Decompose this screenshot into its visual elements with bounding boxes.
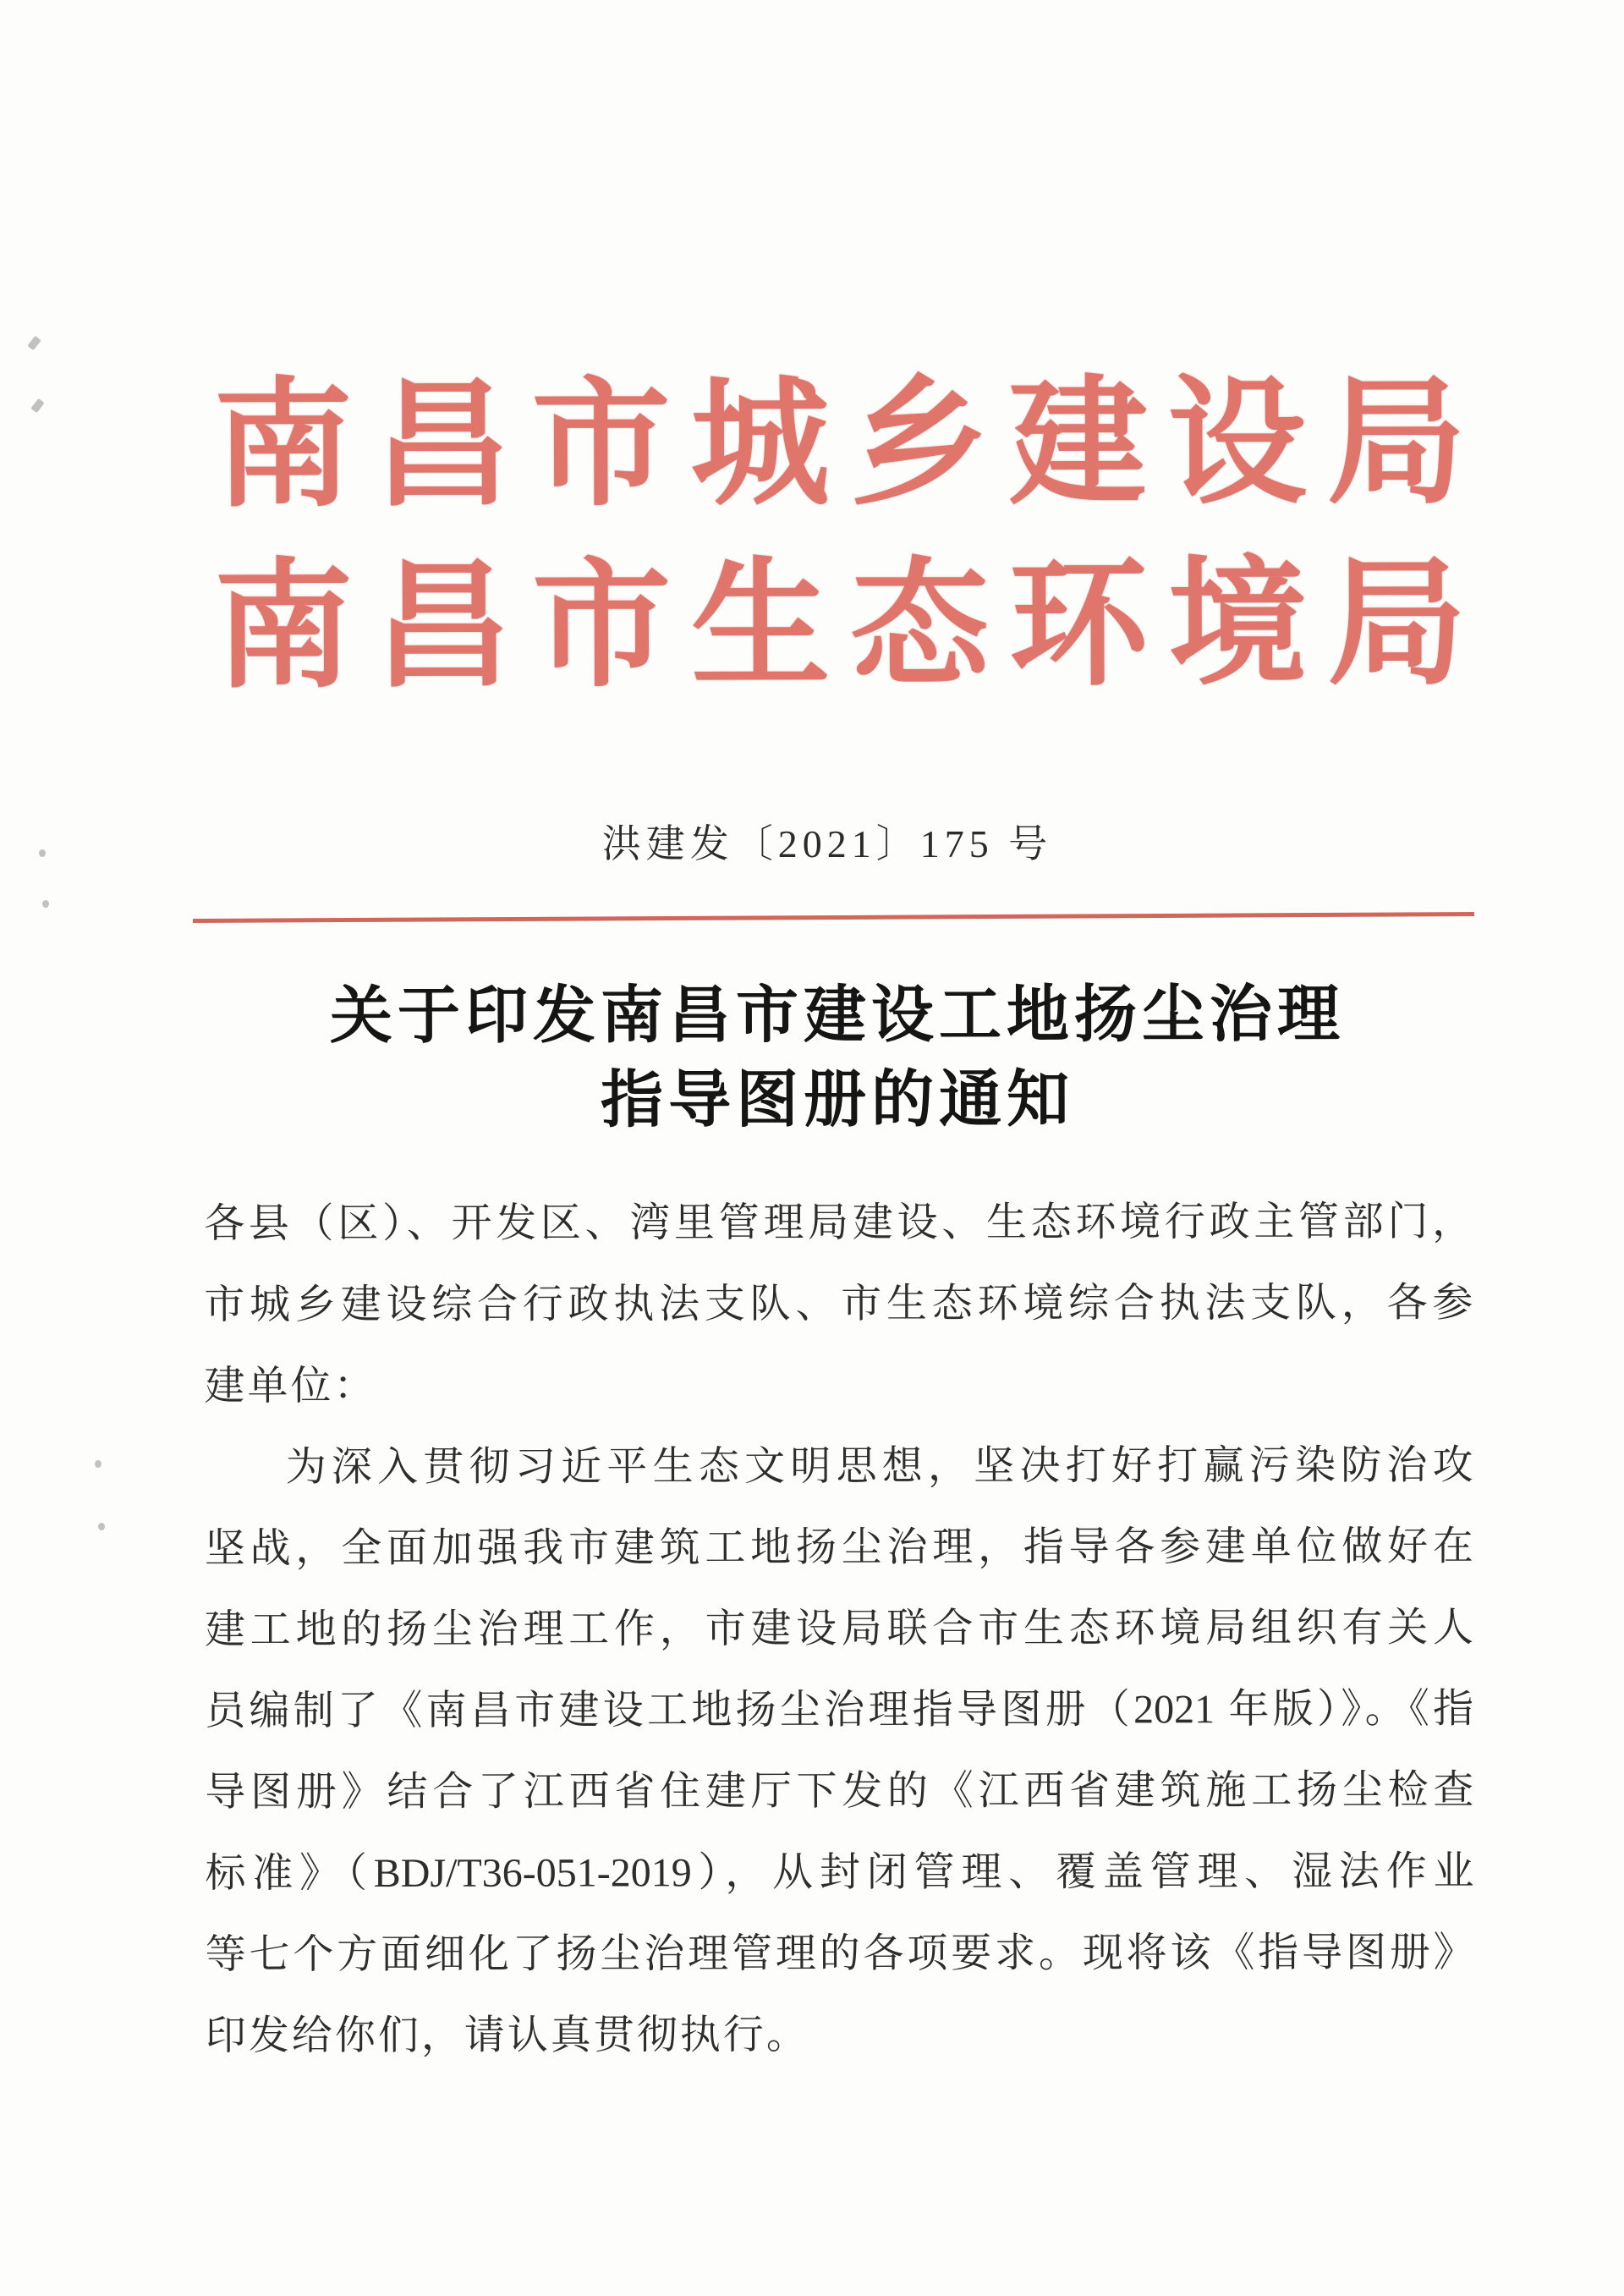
body-line: 各县（区）、开发区、湾里管理局建设、生态环境行政主管部门， xyxy=(204,1199,1473,1247)
body-line: 建单位： xyxy=(204,1363,377,1409)
body-line: 导图册》结合了江西省住建厅下发的《江西省建筑施工扬尘检查 xyxy=(205,1767,1474,1815)
body-line: 标准》（BDJ/T36-051-2019），从封闭管理、覆盖管理、湿法作业 xyxy=(205,1848,1474,1897)
scan-speck xyxy=(27,336,41,350)
body-line: 坚战，全面加强我市建筑工地扬尘治理，指导各参建单位做好在 xyxy=(204,1524,1473,1572)
authority-name-line2: 南昌市生态环境局 xyxy=(214,547,1487,705)
body-line: 为深入贯彻习近平生态文明思想，坚决打好打赢污染防治攻 xyxy=(285,1442,1473,1491)
issuing-authority-header xyxy=(0,353,1624,719)
authority-name-line1: 南昌市城乡建设局 xyxy=(213,366,1486,524)
document-title-line2: 指导图册的通知 xyxy=(601,1065,1075,1136)
document-title-line1: 关于印发南昌市建设工地扬尘治理 xyxy=(329,980,1345,1052)
document-title xyxy=(0,972,1624,1144)
body-line: 印发给你们，请认真贯彻执行。 xyxy=(205,2013,809,2059)
scan-speck xyxy=(98,1523,105,1530)
body-line: 市城乡建设综合行政执法支队、市生态环境综合执法支队，各参 xyxy=(204,1280,1473,1328)
document-number: 洪建发〔2021〕175 号 xyxy=(601,822,1053,865)
body-line: 建工地的扬尘治理工作，市建设局联合市生态环境局组织有关人 xyxy=(204,1605,1474,1653)
red-divider-line xyxy=(193,912,1474,923)
scan-speck xyxy=(39,849,46,857)
body-line: 等七个方面细化了扬尘治理管理的各项要求。现将该《指导图册》 xyxy=(205,1930,1474,1978)
document-body xyxy=(204,1182,1474,2078)
body-line: 员编制了《南昌市建设工地扬尘治理指导图册（2021 年版）》。《指 xyxy=(205,1686,1474,1734)
scan-speck xyxy=(95,1460,102,1468)
scan-speck xyxy=(42,900,49,908)
